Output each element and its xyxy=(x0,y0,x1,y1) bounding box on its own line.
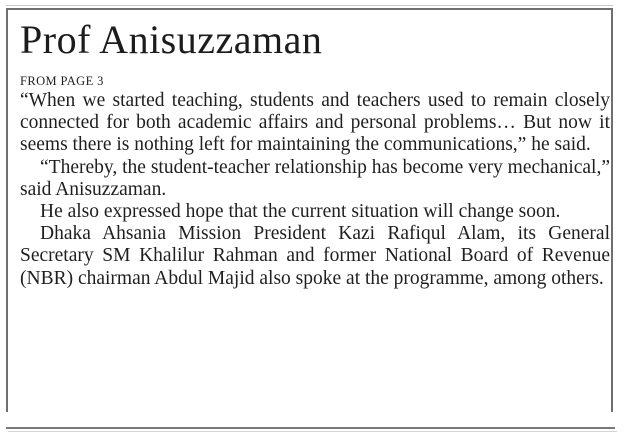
top-rule xyxy=(6,5,613,6)
article-body xyxy=(20,90,610,290)
paragraph-4: Dhaka Ahsania Mission President Kazi Rafiqul Alam, its General Secretary SM Khalilur Rahman and former National Board of Revenue (NBR) chairman Abdul Majid also spoke at the programme, among others. xyxy=(20,223,610,289)
headline: Prof Anisuzzaman xyxy=(20,17,323,62)
jump-label: FROM PAGE 3 xyxy=(20,74,104,88)
bottom-rule xyxy=(6,427,615,429)
paragraph-3: He also expressed hope that the current situation will change soon. xyxy=(40,201,561,223)
paragraph-2: “Thereby, the student-teacher relationship has become very mechanical,” said Anisuzzaman. xyxy=(20,156,610,200)
paragraph-1: “When we started teaching, students and teachers used to remain closely connected for both academic affairs and personal problems… But now it seems there is nothing left for maintaining the communications,” he said. xyxy=(20,90,610,156)
bottom-shadow-rule xyxy=(8,431,617,432)
